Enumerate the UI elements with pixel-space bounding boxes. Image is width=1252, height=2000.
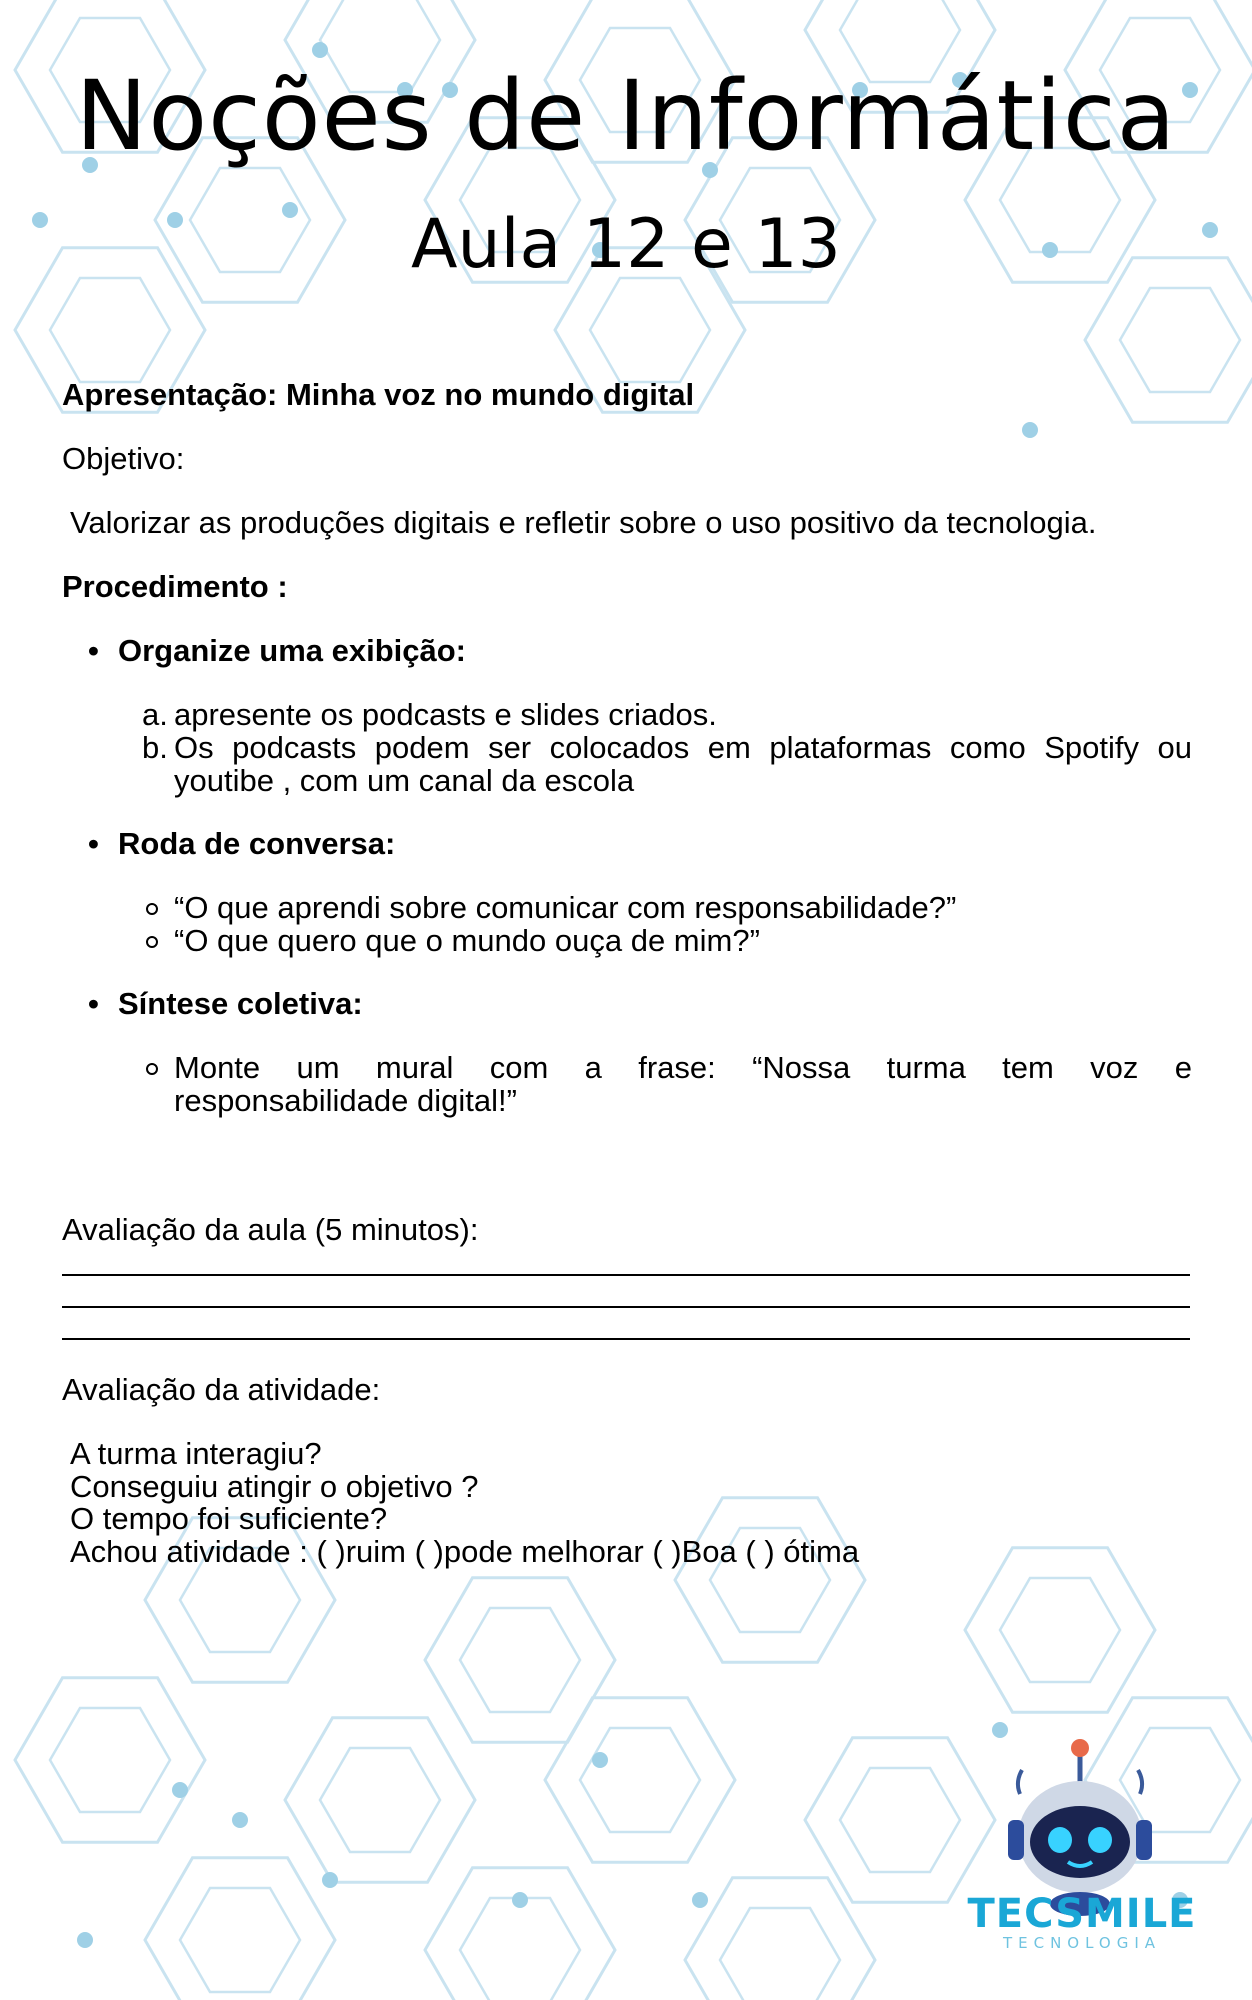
bullet-icon: • bbox=[88, 986, 99, 1021]
answer-line bbox=[62, 1306, 1190, 1308]
bullet-organize bbox=[88, 634, 466, 667]
brand-name: TECSMILE bbox=[967, 1891, 1197, 1937]
bullet-sintese-coletiva bbox=[88, 987, 363, 1020]
circle-bullet-icon bbox=[146, 1063, 158, 1075]
bullet-roda-de-conversa bbox=[88, 827, 395, 860]
presentation-heading: Apresentação: Minha voz no mundo digital bbox=[62, 377, 695, 412]
brand-tagline: TECNOLOGIA bbox=[1002, 1934, 1162, 1952]
question-item: Achou atividade : ( )ruim ( )pode melhorar ( )Boa ( ) ótima bbox=[70, 1534, 860, 1569]
list-item bbox=[142, 731, 1192, 797]
section-title: Organize uma exibição: bbox=[118, 633, 466, 668]
bullet-icon: • bbox=[88, 633, 99, 668]
question-item: Conseguiu atingir o objetivo ? bbox=[70, 1469, 479, 1504]
list-item-text-line2: responsabilidade digital!” bbox=[174, 1083, 517, 1118]
activity-evaluation-label: Avaliação da atividade: bbox=[62, 1372, 381, 1407]
list-marker: a. bbox=[142, 697, 168, 732]
lesson-evaluation-label: Avaliação da aula (5 minutos): bbox=[62, 1212, 479, 1247]
circle-bullet-icon bbox=[146, 903, 158, 915]
circle-bullet-icon bbox=[146, 936, 158, 948]
page-title: Noções de Informática bbox=[75, 60, 1177, 172]
list-item-text: “O que quero que o mundo ouça de mim?” bbox=[174, 923, 760, 958]
list-item-text: apresente os podcasts e slides criados. bbox=[174, 697, 717, 732]
section-title: Síntese coletiva: bbox=[118, 986, 363, 1021]
objective-label: Objetivo: bbox=[62, 441, 185, 476]
list-item bbox=[142, 1051, 1192, 1117]
bullet-icon: • bbox=[88, 826, 99, 861]
procedure-heading: Procedimento : bbox=[62, 569, 288, 604]
list-marker: b. bbox=[142, 730, 168, 765]
question-item: A turma interagiu? bbox=[70, 1436, 322, 1471]
list-item-text: “O que aprendi sobre comunicar com responsabilidade?” bbox=[174, 890, 957, 925]
answer-line bbox=[62, 1274, 1190, 1276]
page-subtitle: Aula 12 e 13 bbox=[411, 205, 841, 284]
answer-line bbox=[62, 1338, 1190, 1340]
section-title: Roda de conversa: bbox=[118, 826, 396, 861]
list-item-text-line2: youtibe , com um canal da escola bbox=[174, 763, 635, 798]
list-item-text-line1: Monte um mural com a frase: “Nossa turma tem voz e bbox=[174, 1050, 1192, 1085]
objective-text: Valorizar as produções digitais e refletir sobre o uso positivo da tecnologia. bbox=[70, 505, 1097, 540]
list-item-text-line1: Os podcasts podem ser colocados em plataformas como Spotify ou bbox=[174, 730, 1192, 765]
question-item: O tempo foi suficiente? bbox=[70, 1501, 388, 1536]
